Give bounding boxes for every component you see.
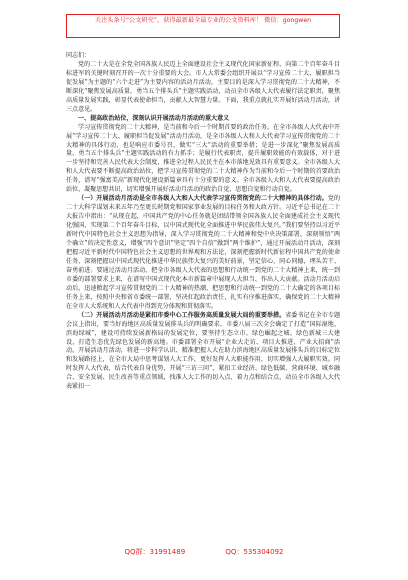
footer-contact	[0, 547, 408, 557]
footer-qq: QQ：535304092	[225, 548, 284, 556]
paragraph-section-1: 学习宣传贯彻党的二十大精神，是当前和今后一个时期首要的政治任务。在全市各级人大代表中开展“学习宣传二十大、履职担当促发展”活动月活动，是全市各级人大和人大代表学习宣传贯彻党的二十大精神的具体行动，也是响应市委号召，做实“三大”活动的重要举措；是进一步深化“聚焦发展高质量，勇当五个排头兵”主题实践活动的有力抓手；是履行代表职责，提升履职效能的有效载体，对于进一步坚持和完善人民代表大会制度，推进全过程人民民主在本市落地见效具有重要意义。全市各级人大和人大代表要不断提高政治站位，把学习宣传贯彻党的二十大精神作为当前和今后一个时期的首要政治任务，谱写“强富美高”新现代化建设新篇章具有十分重要的意义。全市各级人大和人大代表要提高政治站位，凝聚思想共识，切实增强开展好活动月活动的政治自觉、思想自觉和行动自觉。	[66, 123, 340, 194]
paragraph-point-2	[66, 312, 340, 393]
paragraph-point-1	[66, 195, 340, 311]
header-banner	[66, 14, 340, 38]
subheading-point-1: （一）开展活动月活动是全市各级人大和人大代表学习宣传贯彻党的二十大精神的具体行动。	[78, 195, 328, 203]
paragraph-point-2-body: 省委书记在全市专题会议上指出，要当好海地区高质量发展排头兵的明确要求。市委八届三次全会确定了打造“国际湿地、滨海绿城”，建设可持续发展新格局的发展定位，要坚持生态立市、绿色崛起之城、绿色新城三大建设，打造生态优先绿色发展的新高地。市委部署全市开展“企业大走访、项目大推进、产业大招商”活动。开展活动月活动，将进一步科学认识、精准把握人大在助力滨海地区高质量发展排头兵的目标定位和发展路径上，在全市大局中思考谋划人大工作，更好发挥人大职能作用，切实增强人大履职实效。同时发挥人大代表，结合代表自身优势，开展“三访三问”，紧扣工业经济、绿色低碳、营商环境、城乡融合、安全发展、民生改善等重点领域，找准人大工作的切入点、着力点和结合点，动员全市各级人大代表紧扣一	[66, 311, 341, 391]
paragraph-point-1-body: 党的二十大科学谋划未来五年乃至更长时期党和国家事业发展的目标任务和大政方针。习近平总书记在二十大报告中指出：“从现在起，中国共产党的中心任务就是团结带领全国各族人民全面建成社会主义现代化强国、实现第二个百年奋斗目标，以中国式现代化全面推进中华民族伟大复兴。”我们要坚持以习近平新时代中国特色社会主义思想为指导，深入学习贯彻党的二十大精神和党中央决策部署，深刻领悟“两个确立”的决定性意义，增强“四个意识”坚定“四个自信”做到“两个维护”，通过开展活动月活动，深刻把握习近平新时代中国特色社会主义思想的世界观和方法论，深刻把握新时代新征程中国共产党的使命任务，深刻把握以中国式现代化推进中华民族伟大复兴的美好前景，坚定信心、同心同德，埋头苦干、奋勇前进。要通过活动月活动，把全市各级人大代表的思想和行动统一到党的二十大精神上来，统一到市委的部署要求上来，在谱写中国式现代化本市新篇章中展现人大担当、作出人大贡献。活动月活动启动后，迅速掀起学习宣传贯彻党的二十大精神的热潮，把思想和行动统一到党的二十大确定的各项目标任务上来，按照中央和省市委统一部署，坚决扛起政治责任，扎实有序推进落实，确保党的二十大精神在全市人大系统和人大代表中得到充分体现和贯彻落实。	[66, 195, 341, 310]
salutation: 同志们：	[66, 52, 91, 59]
subheading-point-2: （二）开展活动月活动是紧扣市委中心工作服务高质量发展大局的重要举措。	[78, 311, 286, 319]
document-body	[66, 52, 340, 392]
footer-qq-group: QQ群：31991489	[124, 548, 186, 556]
section-heading-1: 一、提高政治站位，深刻认识开展活动月活动的重大意义	[78, 114, 230, 122]
paragraph-intro: 党的二十大是在全党全国各族人民迈上全面建设社会主义现代化国家新征程、向第二个百年奋斗目标进军的关键时刻召开的一次十分重要的大会。市人大常委会组织开展以“学习宣传二十大、履职担当促发展”为主题的“六个走进”为主要内容的活动月活动，主要目的是深入学习贯彻党的二十大精神，不断深化“聚焦发展高质量，勇当五个排头兵”主题实践活动，动员全市各级人大代表履行法定职责，聚焦高质量发展实践，彰显代表使命担当，贡献人大智慧力量。下面，我重点就扎实开展好活动月活动，讲三点意见。	[66, 60, 340, 113]
header-banner-text: 关注头条号“公文研究”，获得最新最全最专业的公文资料库！ 微信：gongwen	[94, 17, 312, 24]
